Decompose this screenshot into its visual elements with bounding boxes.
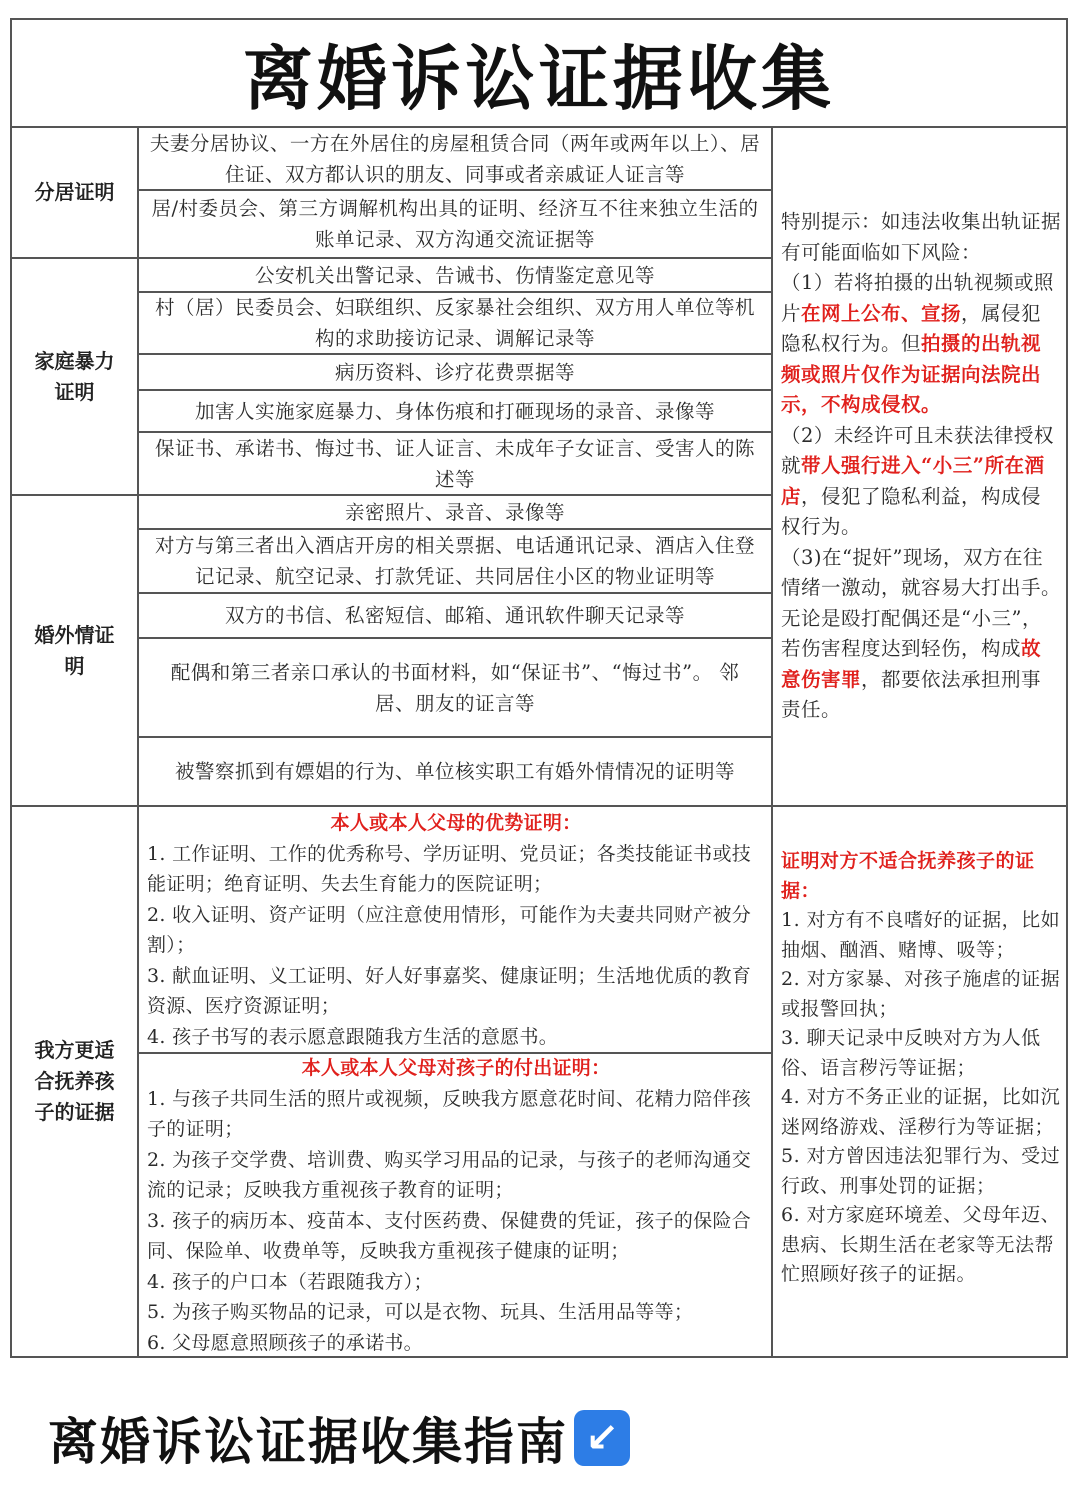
unfit-item: 2. 对方家暴、对孩子施虐的证据或报警回执； <box>781 968 1061 1020</box>
violence-row-4: 加害人实施家庭暴力、身体伤痕和打砸现场的录音、录像等 <box>194 399 715 423</box>
violence-row-5: 保证书、承诺书、悔过书、证人证言、未成年子女证言、受害人的陈述等 <box>154 436 755 491</box>
advantage-item: 2. 收入证明、资产证明（应注意使用情形，可能作为夫妻共同财产被分割）； <box>147 903 752 956</box>
unfit-item: 1. 对方有不良嗜好的证据，比如抽烟、酗酒、赌博、吸等； <box>781 909 1061 961</box>
affair-row-3: 双方的书信、私密短信、邮箱、通讯软件聊天记录等 <box>224 604 685 627</box>
notice-intro: 特别提示：如违法收集出轨证据有可能面临如下风险： <box>781 210 1062 264</box>
payment-item: 4. 孩子的户口本（若跟随我方）； <box>147 1270 433 1293</box>
footer-title: 离婚诉讼证据收集指南 <box>48 1413 568 1471</box>
category-separation: 分居证明 <box>34 180 115 204</box>
unfit-item: 4. 对方不务正业的证据，比如沉迷网络游戏、淫秽行为等证据； <box>781 1086 1061 1138</box>
violence-row-3: 病历资料、诊疗花费票据等 <box>334 360 575 384</box>
unfit-item: 3. 聊天记录中反映对方为人低俗、语言秽污等证据； <box>781 1027 1041 1079</box>
affair-row-1: 亲密照片、录音、录像等 <box>344 500 565 524</box>
page-title: 离婚诉讼证据收集 <box>243 37 835 120</box>
separation-row-1: 夫妻分居协议、一方在外居住的房屋租赁合同（两年或两年以上）、居住证、双方都认识的朋友、同事或者亲戚证人证言等 <box>149 131 761 186</box>
payment-title: 本人或本人父母对孩子的付出证明： <box>301 1057 611 1079</box>
category-custody: 我方更适合抚养孩子的证据 <box>34 1038 115 1124</box>
footer-caption <box>48 1400 630 1476</box>
notice-point-2: （2）未经许可且未获法律授权就带人强行进入“小三”所在酒店，侵犯了隐私利益，构成侵权行为。 <box>781 423 1054 538</box>
unfit-item: 6. 对方家庭环境差、父母年迈、患病、长期生活在老家等无法帮忙照顾好孩子的证据。 <box>781 1204 1061 1285</box>
advantage-section <box>147 808 765 1052</box>
unfit-title: 证明对方不适合抚养孩子的证据： <box>781 850 1035 902</box>
payment-item: 6. 父母愿意照顾孩子的承诺书。 <box>147 1331 423 1354</box>
payment-item: 5. 为孩子购买物品的记录，可以是衣物、玩具、生活用品等等； <box>147 1301 694 1323</box>
violence-row-2: 村（居）民委员会、妇联组织、反家暴社会组织、双方用人单位等机构的求助接访记录、调解记录等 <box>154 296 755 350</box>
payment-item: 2. 为孩子交学费、培训费、购买学习用品的记录，与孩子的老师沟通交流的记录；反映我方重视孩子教育的证明； <box>147 1148 752 1201</box>
advantage-item: 1. 工作证明、工作的优秀称号、学历证明、党员证；各类技能证书或技能证明；绝育证明、失去生育能力的医院证明； <box>147 842 752 895</box>
affair-row-2: 对方与第三者出入酒店开房的相关票据、电话通讯记录、酒店入住登记记录、航空记录、打款凭证、共同居住小区的物业证明等 <box>154 534 755 588</box>
violence-row-1: 公安机关出警记录、告诫书、伤情鉴定意见等 <box>254 263 655 287</box>
unfit-section <box>781 847 1061 1290</box>
notice-point-3: （3)在“捉奸”现场，双方在往情绪一激动，就容易大打出手。无论是殴打配偶还是“小三”，若伤害程度达到轻伤，构成故意伤害罪，都要依法承担刑事责任。 <box>781 545 1062 721</box>
advantage-item: 3. 献血证明、义工证明、好人好事嘉奖、健康证明；生活地优质的教育资源、医疗资源证明； <box>147 964 752 1017</box>
arrow-down-left-icon: ↙ <box>574 1410 630 1466</box>
advantage-title: 本人或本人父母的优势证明： <box>330 812 582 834</box>
payment-item: 1. 与孩子共同生活的照片或视频，反映我方愿意花时间、花精力陪伴孩子的证明； <box>147 1087 752 1140</box>
payment-section <box>147 1053 765 1358</box>
advantage-item: 4. 孩子书写的表示愿意跟随我方生活的意愿书。 <box>147 1025 559 1048</box>
affair-row-5: 被警察抓到有嫖娼的行为、单位核实职工有婚外情情况的证明等 <box>174 760 735 783</box>
separation-row-2: 居/村委员会、第三方调解机构出具的证明、经济互不往来独立生活的账单记录、双方沟通交流证据等 <box>151 197 759 251</box>
category-domestic-violence: 家庭暴力证明 <box>34 348 115 404</box>
affair-row-4: 配偶和第三者亲口承认的书面材料，如“保证书”、“悔过书”。 邻居、朋友的证言等 <box>170 660 740 715</box>
notice-point-1: （1）若将拍摄的出轨视频或照片在网上公布、宣扬，属侵犯隐私权行为。但拍摄的出轨视频或照片仅作为证据向法院出示，不构成侵权。 <box>781 271 1054 416</box>
illegal-evidence-notice <box>781 207 1061 726</box>
payment-item: 3. 孩子的病历本、疫苗本、支付医药费、保健费的凭证，孩子的保险合同、保险单、收费单等，反映我方重视孩子健康的证明； <box>147 1209 752 1262</box>
category-affair: 婚外情证明 <box>34 622 115 678</box>
unfit-item: 5. 对方曾因违法犯罪行为、受过行政、刑事处罚的证据； <box>781 1145 1061 1197</box>
